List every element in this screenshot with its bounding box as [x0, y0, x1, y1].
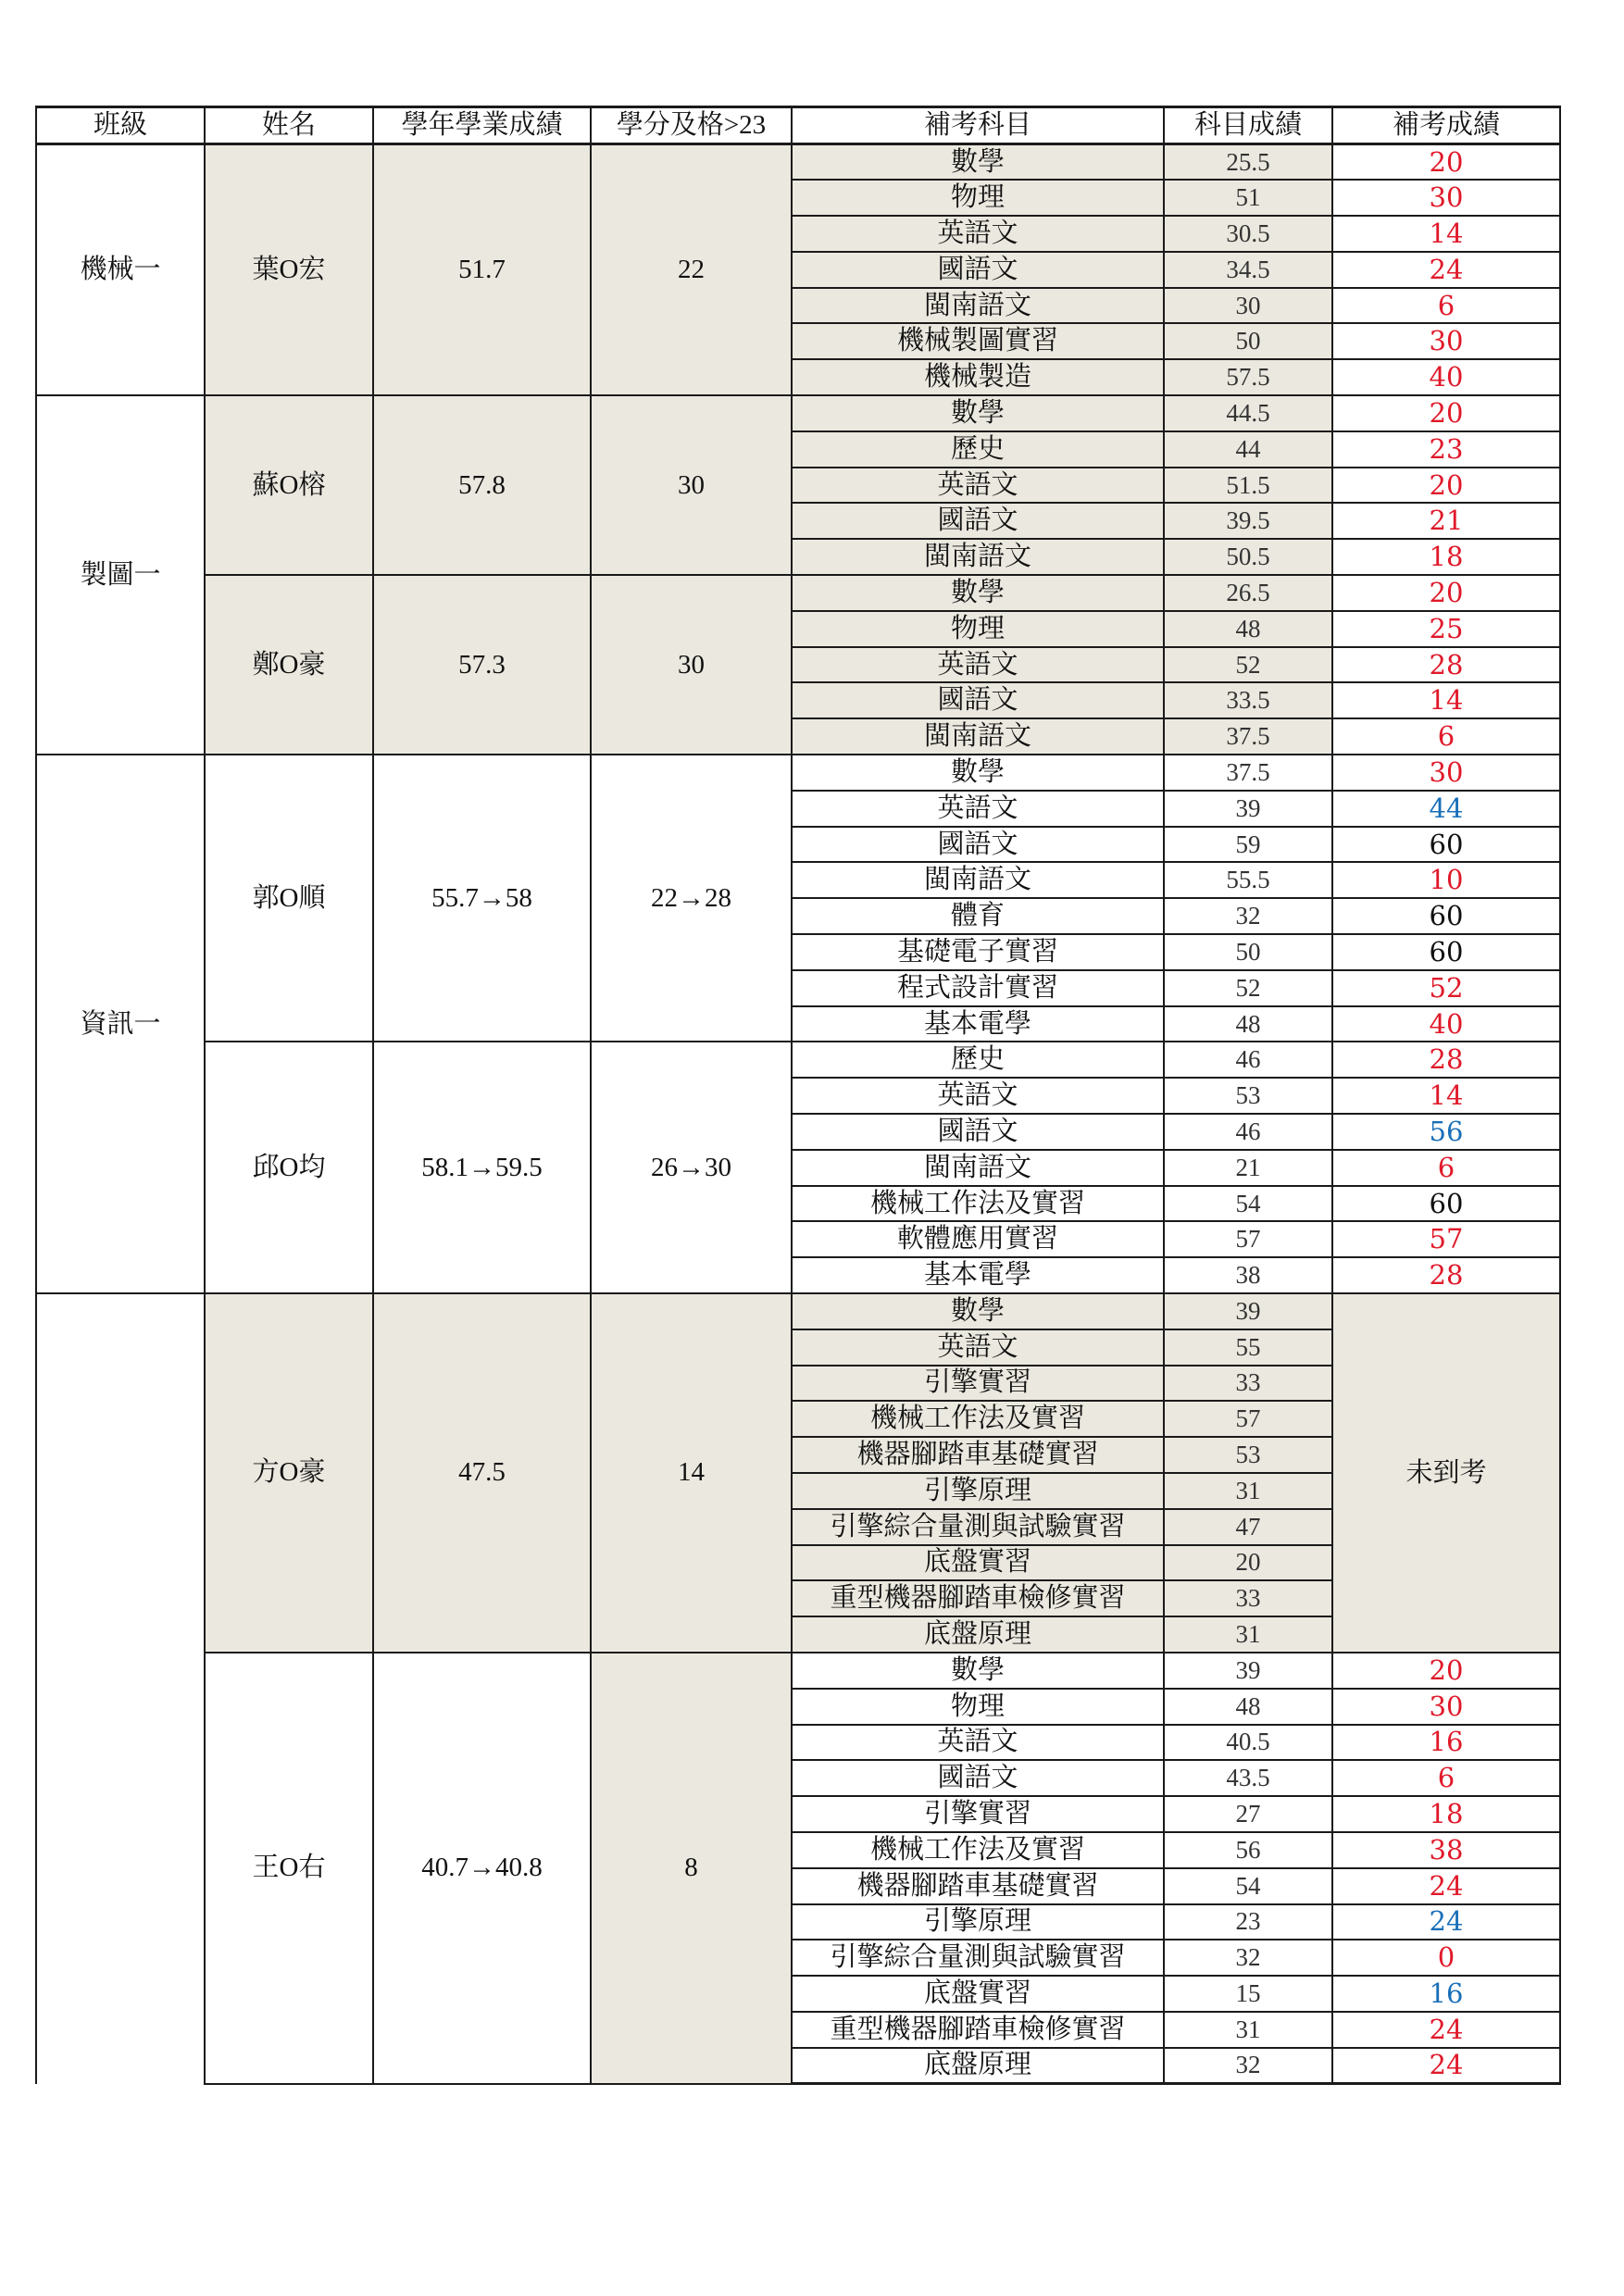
makeup-score-cell: 40: [1332, 1006, 1560, 1042]
makeup-score-cell: 14: [1332, 682, 1560, 718]
makeup-subject-cell: 機械製圖實習: [792, 323, 1164, 359]
subject-score-cell: 31: [1164, 1473, 1332, 1509]
table-row: [36, 395, 1560, 431]
academic-average-cell: 55.7→58: [373, 755, 591, 1042]
makeup-exam-table: [35, 106, 1561, 2085]
subject-score-cell: 46: [1164, 1114, 1332, 1150]
makeup-subject-cell: 國語文: [792, 1114, 1164, 1150]
student-name-cell: 王O右: [205, 1653, 373, 2084]
makeup-subject-cell: 物理: [792, 180, 1164, 216]
subject-score-cell: 39: [1164, 1293, 1332, 1329]
student-name-cell: 蘇O榕: [205, 395, 373, 575]
makeup-score-cell: 6: [1332, 1760, 1560, 1796]
subject-score-cell: 21: [1164, 1150, 1332, 1186]
subject-score-cell: 57: [1164, 1221, 1332, 1257]
makeup-subject-cell: 數學: [792, 755, 1164, 791]
header-makeup: 補考成績: [1332, 107, 1560, 144]
class-name-cell: 資訊一: [36, 755, 205, 1293]
subject-score-cell: 51.5: [1164, 468, 1332, 504]
table-body: [36, 144, 1560, 2084]
makeup-score-cell: 23: [1332, 431, 1560, 468]
makeup-score-cell: 60: [1332, 827, 1560, 863]
makeup-subject-cell: 英語文: [792, 1078, 1164, 1114]
class-name-cell: [36, 1293, 205, 2084]
subject-score-cell: 44: [1164, 431, 1332, 468]
makeup-subject-cell: 機械製造: [792, 359, 1164, 395]
header-row: [36, 107, 1560, 144]
makeup-subject-cell: 歷史: [792, 1042, 1164, 1078]
subject-score-cell: 48: [1164, 611, 1332, 647]
student-name-cell: 葉O宏: [205, 144, 373, 396]
makeup-subject-cell: 英語文: [792, 647, 1164, 683]
subject-score-cell: 26.5: [1164, 575, 1332, 611]
subject-score-cell: 31: [1164, 1616, 1332, 1653]
makeup-score-cell: 24: [1332, 1904, 1560, 1940]
credits-passed-cell: 22: [591, 144, 792, 396]
makeup-subject-cell: 閩南語文: [792, 1150, 1164, 1186]
student-name-cell: 郭O順: [205, 755, 373, 1042]
makeup-score-cell: 24: [1332, 2012, 1560, 2048]
makeup-subject-cell: 閩南語文: [792, 718, 1164, 755]
subject-score-cell: 33: [1164, 1366, 1332, 1402]
makeup-score-cell: 18: [1332, 539, 1560, 575]
subject-score-cell: 38: [1164, 1257, 1332, 1293]
makeup-score-cell: 20: [1332, 468, 1560, 504]
table-row: [36, 144, 1560, 181]
credits-passed-cell: 30: [591, 395, 792, 575]
subject-score-cell: 37.5: [1164, 755, 1332, 791]
academic-average-cell: 57.3: [373, 575, 591, 755]
subject-score-cell: 48: [1164, 1689, 1332, 1725]
makeup-subject-cell: 引擎綜合量測與試驗實習: [792, 1509, 1164, 1545]
makeup-score-cell: 6: [1332, 1150, 1560, 1186]
makeup-subject-cell: 重型機器腳踏車檢修實習: [792, 2012, 1164, 2048]
makeup-subject-cell: 基本電學: [792, 1006, 1164, 1042]
subject-score-cell: 55.5: [1164, 862, 1332, 898]
academic-average-cell: 58.1→59.5: [373, 1042, 591, 1293]
subject-score-cell: 15: [1164, 1976, 1332, 2012]
makeup-score-cell: 10: [1332, 862, 1560, 898]
header-avg: 學年學業成績: [373, 107, 591, 144]
subject-score-cell: 27: [1164, 1796, 1332, 1832]
header-class: 班級: [36, 107, 205, 144]
credits-passed-cell: 26→30: [591, 1042, 792, 1293]
makeup-score-cell: 25: [1332, 611, 1560, 647]
makeup-subject-cell: 數學: [792, 1653, 1164, 1689]
makeup-subject-cell: 引擎原理: [792, 1473, 1164, 1509]
subject-score-cell: 40.5: [1164, 1725, 1332, 1761]
subject-score-cell: 31: [1164, 2012, 1332, 2048]
makeup-subject-cell: 程式設計實習: [792, 970, 1164, 1006]
table-row: [36, 1042, 1560, 1078]
credits-passed-cell: 14: [591, 1293, 792, 1653]
makeup-score-cell: 60: [1332, 934, 1560, 970]
subject-score-cell: 39.5: [1164, 503, 1332, 539]
makeup-subject-cell: 歷史: [792, 431, 1164, 468]
credits-passed-cell: 8: [591, 1653, 792, 2084]
makeup-subject-cell: 底盤實習: [792, 1976, 1164, 2012]
makeup-score-cell: 21: [1332, 503, 1560, 539]
makeup-subject-cell: 軟體應用實習: [792, 1221, 1164, 1257]
subject-score-cell: 30.5: [1164, 216, 1332, 252]
student-name-cell: 方O豪: [205, 1293, 373, 1653]
makeup-subject-cell: 物理: [792, 611, 1164, 647]
makeup-score-cell: 18: [1332, 1796, 1560, 1832]
class-name-cell: 製圖一: [36, 395, 205, 755]
makeup-subject-cell: 英語文: [792, 1329, 1164, 1366]
subject-score-cell: 20: [1164, 1545, 1332, 1581]
makeup-subject-cell: 英語文: [792, 1725, 1164, 1761]
makeup-score-cell: 16: [1332, 1725, 1560, 1761]
makeup-subject-cell: 機械工作法及實習: [792, 1401, 1164, 1437]
table-row: [36, 1293, 1560, 1329]
subject-score-cell: 50: [1164, 934, 1332, 970]
makeup-subject-cell: 引擎實習: [792, 1796, 1164, 1832]
makeup-subject-cell: 機械工作法及實習: [792, 1832, 1164, 1868]
makeup-subject-cell: 機械工作法及實習: [792, 1186, 1164, 1222]
makeup-subject-cell: 底盤實習: [792, 1545, 1164, 1581]
subject-score-cell: 23: [1164, 1904, 1332, 1940]
table-row: [36, 1653, 1560, 1689]
makeup-score-cell: 44: [1332, 791, 1560, 827]
student-name-cell: 鄭O豪: [205, 575, 373, 755]
makeup-subject-cell: 基本電學: [792, 1257, 1164, 1293]
makeup-score-cell: 60: [1332, 1186, 1560, 1222]
makeup-subject-cell: 引擎實習: [792, 1366, 1164, 1402]
makeup-score-cell: 14: [1332, 216, 1560, 252]
makeup-score-cell: 24: [1332, 252, 1560, 288]
makeup-subject-cell: 國語文: [792, 252, 1164, 288]
header-credit: 學分及格>23: [591, 107, 792, 144]
subject-score-cell: 32: [1164, 1940, 1332, 1976]
makeup-subject-cell: 物理: [792, 1689, 1164, 1725]
class-name-cell: 機械一: [36, 144, 205, 396]
makeup-score-cell: 57: [1332, 1221, 1560, 1257]
subject-score-cell: 56: [1164, 1832, 1332, 1868]
makeup-score-cell: 30: [1332, 755, 1560, 791]
subject-score-cell: 54: [1164, 1868, 1332, 1904]
subject-score-cell: 34.5: [1164, 252, 1332, 288]
makeup-score-cell: 16: [1332, 1976, 1560, 2012]
subject-score-cell: 48: [1164, 1006, 1332, 1042]
subject-score-cell: 46: [1164, 1042, 1332, 1078]
makeup-score-cell: 38: [1332, 1832, 1560, 1868]
header-name: 姓名: [205, 107, 373, 144]
subject-score-cell: 47: [1164, 1509, 1332, 1545]
makeup-score-cell: 56: [1332, 1114, 1560, 1150]
makeup-subject-cell: 英語文: [792, 216, 1164, 252]
subject-score-cell: 52: [1164, 647, 1332, 683]
makeup-score-cell: 6: [1332, 288, 1560, 324]
makeup-score-cell: 28: [1332, 1257, 1560, 1293]
subject-score-cell: 33: [1164, 1580, 1332, 1616]
makeup-score-cell: 28: [1332, 1042, 1560, 1078]
subject-score-cell: 50.5: [1164, 539, 1332, 575]
makeup-subject-cell: 底盤原理: [792, 1616, 1164, 1653]
credits-passed-cell: 30: [591, 575, 792, 755]
makeup-subject-cell: 基礎電子實習: [792, 934, 1164, 970]
subject-score-cell: 39: [1164, 1653, 1332, 1689]
makeup-subject-cell: 機器腳踏車基礎實習: [792, 1868, 1164, 1904]
makeup-subject-cell: 閩南語文: [792, 539, 1164, 575]
makeup-score-cell: 24: [1332, 2048, 1560, 2084]
makeup-subject-cell: 數學: [792, 575, 1164, 611]
makeup-subject-cell: 國語文: [792, 827, 1164, 863]
makeup-score-cell: 20: [1332, 144, 1560, 181]
makeup-subject-cell: 底盤原理: [792, 2048, 1164, 2084]
subject-score-cell: 50: [1164, 323, 1332, 359]
subject-score-cell: 33.5: [1164, 682, 1332, 718]
makeup-score-cell: 28: [1332, 647, 1560, 683]
subject-score-cell: 25.5: [1164, 144, 1332, 181]
makeup-score-cell: 30: [1332, 180, 1560, 216]
makeup-subject-cell: 引擎綜合量測與試驗實習: [792, 1940, 1164, 1976]
credits-passed-cell: 22→28: [591, 755, 792, 1042]
subject-score-cell: 54: [1164, 1186, 1332, 1222]
subject-score-cell: 51: [1164, 180, 1332, 216]
subject-score-cell: 52: [1164, 970, 1332, 1006]
subject-score-cell: 53: [1164, 1437, 1332, 1473]
subject-score-cell: 30: [1164, 288, 1332, 324]
academic-average-cell: 47.5: [373, 1293, 591, 1653]
subject-score-cell: 32: [1164, 898, 1332, 934]
header-subject: 補考科目: [792, 107, 1164, 144]
subject-score-cell: 43.5: [1164, 1760, 1332, 1796]
subject-score-cell: 32: [1164, 2048, 1332, 2084]
makeup-subject-cell: 引擎原理: [792, 1904, 1164, 1940]
subject-score-cell: 57.5: [1164, 359, 1332, 395]
academic-average-cell: 57.8: [373, 395, 591, 575]
subject-score-cell: 57: [1164, 1401, 1332, 1437]
makeup-subject-cell: 國語文: [792, 1760, 1164, 1796]
makeup-subject-cell: 重型機器腳踏車檢修實習: [792, 1580, 1164, 1616]
makeup-score-cell: 20: [1332, 575, 1560, 611]
makeup-subject-cell: 國語文: [792, 682, 1164, 718]
absent-status-cell: 未到考: [1332, 1293, 1560, 1653]
table-row: [36, 755, 1560, 791]
makeup-subject-cell: 閩南語文: [792, 862, 1164, 898]
makeup-score-cell: 30: [1332, 323, 1560, 359]
makeup-score-cell: 14: [1332, 1078, 1560, 1114]
makeup-subject-cell: 數學: [792, 395, 1164, 431]
makeup-subject-cell: 機器腳踏車基礎實習: [792, 1437, 1164, 1473]
makeup-subject-cell: 數學: [792, 144, 1164, 181]
subject-score-cell: 39: [1164, 791, 1332, 827]
makeup-subject-cell: 國語文: [792, 503, 1164, 539]
subject-score-cell: 53: [1164, 1078, 1332, 1114]
makeup-subject-cell: 閩南語文: [792, 288, 1164, 324]
makeup-subject-cell: 數學: [792, 1293, 1164, 1329]
makeup-score-cell: 60: [1332, 898, 1560, 934]
header-score: 科目成績: [1164, 107, 1332, 144]
makeup-score-cell: 24: [1332, 1868, 1560, 1904]
makeup-score-cell: 40: [1332, 359, 1560, 395]
academic-average-cell: 51.7: [373, 144, 591, 396]
subject-score-cell: 44.5: [1164, 395, 1332, 431]
table-row: [36, 575, 1560, 611]
makeup-subject-cell: 英語文: [792, 791, 1164, 827]
subject-score-cell: 37.5: [1164, 718, 1332, 755]
makeup-score-cell: 0: [1332, 1940, 1560, 1976]
makeup-score-cell: 6: [1332, 718, 1560, 755]
makeup-score-cell: 30: [1332, 1689, 1560, 1725]
makeup-score-cell: 20: [1332, 395, 1560, 431]
makeup-subject-cell: 英語文: [792, 468, 1164, 504]
makeup-score-cell: 20: [1332, 1653, 1560, 1689]
makeup-score-cell: 52: [1332, 970, 1560, 1006]
subject-score-cell: 59: [1164, 827, 1332, 863]
academic-average-cell: 40.7→40.8: [373, 1653, 591, 2084]
makeup-subject-cell: 體育: [792, 898, 1164, 934]
subject-score-cell: 55: [1164, 1329, 1332, 1366]
student-name-cell: 邱O均: [205, 1042, 373, 1293]
